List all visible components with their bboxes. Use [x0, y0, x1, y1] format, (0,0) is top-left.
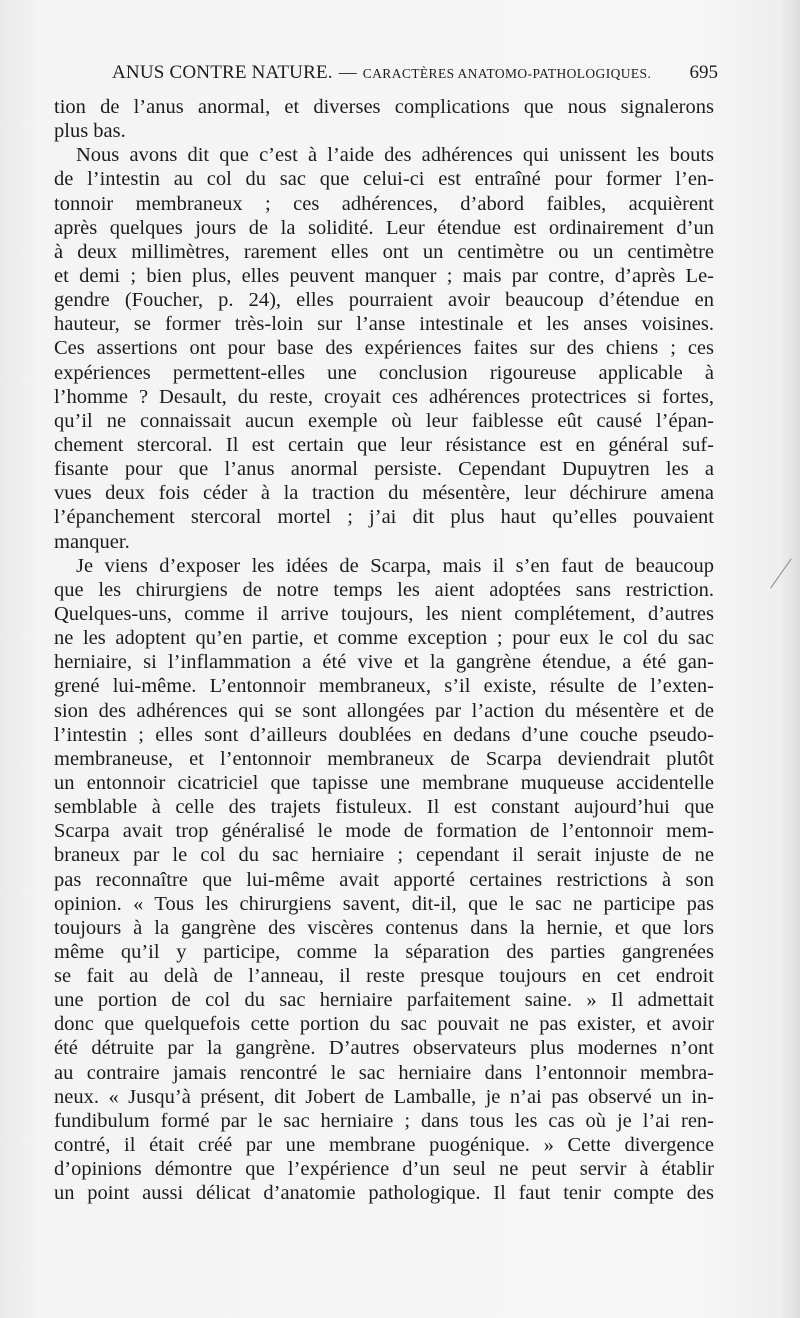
text-line: été détruite par la gangrène. D’autres observateurs plus modernes n’ont — [54, 1037, 714, 1060]
text-line: contré, il était créé par une membrane puogénique. » Cette divergence — [54, 1134, 714, 1157]
text-line: de l’intestin au col du sac que celui-ci est entraîné pour former l’en- — [54, 168, 714, 191]
text-line: après quelques jours de la solidité. Leur étendue est ordinairement d’un — [54, 216, 714, 239]
text-line: un entonnoir cicatriciel que tapisse une membrane muqueuse accidentelle — [54, 771, 714, 794]
page-number: 695 — [689, 62, 718, 83]
text-line: d’opinions démontre que l’expérience d’un seul ne peut servir à établir — [54, 1158, 714, 1181]
text-line: se fait au delà de l’anneau, il reste presque toujours en cet endroit — [54, 965, 714, 988]
text-line: ne les adoptent qu’en partie, et comme exception ; pour eux le col du sac — [54, 627, 714, 650]
text-line: l’épanchement stercoral mortel ; j’ai dit plus haut qu’elles pouvaient — [54, 506, 714, 529]
text-line: chement stercoral. Il est certain que leur résistance est en général suf- — [54, 433, 714, 456]
text-line: pas reconnaître que lui-même avait apporté certaines restrictions à son — [54, 868, 714, 891]
text-line: à deux millimètres, rarement elles ont un centimètre ou un centimètre — [54, 240, 714, 263]
text-line: semblable à celle des trajets fistuleux. Il est constant aujourd’hui que — [54, 796, 714, 819]
running-subtitle: CARACTÈRES ANATOMO-PATHOLOGIQUES. — [362, 66, 652, 81]
text-line: une portion de col du sac herniaire parfaitement saine. » Il admettait — [54, 989, 714, 1012]
text-line: manquer. — [54, 530, 130, 553]
text-line: au contraire jamais rencontré le sac herniaire dans l’entonnoir membra- — [54, 1061, 714, 1084]
page-header — [112, 62, 718, 88]
text-line: expériences permettent-elles une conclusion rigoureuse applicable à — [54, 361, 714, 384]
text-line: que les chirurgiens de notre temps les aient adoptées sans restriction. — [54, 578, 714, 601]
text-line: neux. « Jusqu’à présent, dit Jobert de Lamballe, je n’ai pas observé un in- — [54, 1085, 714, 1108]
text-line: un point aussi délicat d’anatomie pathologique. Il faut tenir compte des — [54, 1182, 714, 1205]
text-line: tion de l’anus anormal, et diverses complications que nous signalerons — [54, 96, 714, 118]
text-line: Je viens d’exposer les idées de Scarpa, mais il s’en faut de beaucoup — [76, 554, 714, 577]
text-line: Nous avons dit que c’est à l’aide des adhérences qui unissent les bouts — [76, 144, 714, 167]
text-line: vues deux fois céder à la traction du mésentère, leur déchirure amena — [54, 482, 714, 505]
text-line: l’intestin ; elles sont d’ailleurs doublées en dedans d’une couche pseudo- — [54, 723, 714, 746]
body-text — [54, 95, 714, 1205]
text-line: hauteur, se former très-loin sur l’anse intestinale et les anses voisines. — [54, 313, 714, 336]
text-line: fundibulum formé par le sac herniaire ; dans tous les cas où je l’ai ren- — [54, 1109, 714, 1132]
text-line: qu’il ne connaissait aucun exemple où leur faiblesse eût causé l’épan- — [54, 409, 714, 432]
text-line: même qu’il y participe, comme la séparation des parties gangrenées — [54, 940, 714, 963]
text-line: tonnoir membraneux ; ces adhérences, d’abord faibles, acquièrent — [54, 192, 714, 215]
text-line: herniaire, si l’inflammation a été vive et la gangrène étendue, a été gan- — [54, 651, 714, 674]
text-line: gendre (Foucher, p. 24), elles pourraient avoir beaucoup d’étendue en — [54, 289, 714, 312]
text-line: fisante pour que l’anus anormal persiste. Cependant Dupuytren les a — [54, 458, 714, 481]
text-line: plus bas. — [54, 120, 126, 143]
text-line: donc que quelquefois cette portion du sac pouvait ne pas exister, et avoir — [54, 1013, 714, 1036]
page-crease-mark — [770, 558, 800, 597]
text-line: et demi ; bien plus, elles peuvent manquer ; mais par contre, d’après Le- — [54, 264, 714, 287]
text-line: Quelques-uns, comme il arrive toujours, les nient complétement, d’autres — [54, 602, 714, 625]
text-line: Ces assertions ont pour base des expériences faites sur des chiens ; ces — [54, 337, 714, 360]
running-title: ANUS CONTRE NATURE. — [112, 62, 333, 83]
text-line: toujours à la gangrène des viscères contenus dans la hernie, et que lors — [54, 916, 714, 939]
text-line: grené lui-même. L’entonnoir membraneux, s’il existe, résulte de l’exten- — [54, 675, 714, 698]
text-line: Scarpa avait trop généralisé le mode de formation de l’entonnoir mem- — [54, 820, 714, 843]
header-separator: — — [338, 62, 357, 82]
text-line: opinion. « Tous les chirurgiens savent, dit-il, que le sac ne participe pas — [54, 892, 714, 915]
text-line: braneux par le col du sac herniaire ; cependant il serait injuste de ne — [54, 844, 714, 867]
text-line: l’homme ? Desault, du reste, croyait ces adhérences protectrices si fortes, — [54, 385, 714, 408]
text-line: membraneuse, et l’entonnoir membraneux de Scarpa deviendrait plutôt — [54, 747, 714, 770]
text-line: sion des adhérences qui se sont allongées par l’action du mésentère et de — [54, 699, 714, 722]
